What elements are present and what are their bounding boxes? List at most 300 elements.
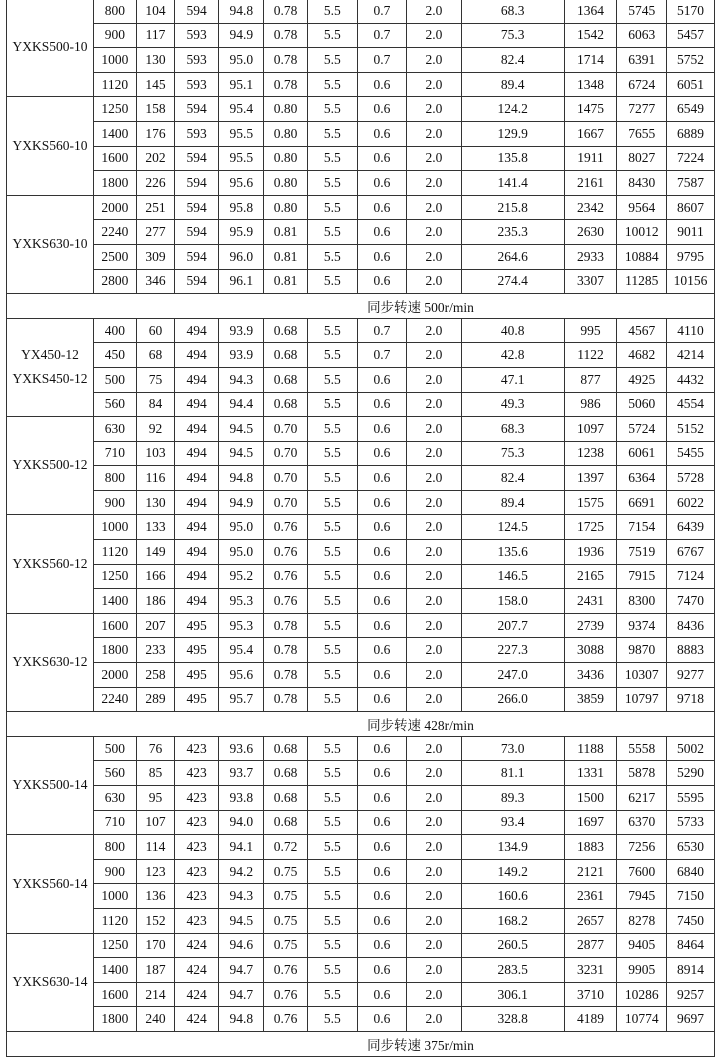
table-row xyxy=(7,490,715,515)
value-cell: 0.75 xyxy=(264,859,307,884)
value-cell: 9870 xyxy=(617,638,667,663)
value-cell: 900 xyxy=(94,859,137,884)
value-cell: 1364 xyxy=(564,0,617,23)
value-cell: 5745 xyxy=(617,0,667,23)
value-cell: 0.6 xyxy=(357,859,406,884)
value-cell: 2.0 xyxy=(407,564,462,589)
value-cell: 7915 xyxy=(617,564,667,589)
value-cell: 93.7 xyxy=(219,761,264,786)
model-cell xyxy=(7,736,94,834)
model-cell xyxy=(7,0,94,97)
value-cell: 0.6 xyxy=(357,638,406,663)
value-cell: 0.78 xyxy=(264,687,307,712)
value-cell: 94.0 xyxy=(219,810,264,835)
value-cell: 2657 xyxy=(564,908,617,933)
value-cell: 0.76 xyxy=(264,564,307,589)
value-cell: 289 xyxy=(136,687,174,712)
table-row xyxy=(7,613,715,638)
value-cell: 2.0 xyxy=(407,663,462,688)
value-cell: 1800 xyxy=(94,638,137,663)
value-cell: 0.6 xyxy=(357,589,406,614)
value-cell: 96.1 xyxy=(219,269,264,294)
value-cell: 73.0 xyxy=(461,736,564,761)
table-row xyxy=(7,835,715,860)
value-cell: 0.78 xyxy=(264,638,307,663)
value-cell: 6051 xyxy=(667,72,715,97)
value-cell: 5.5 xyxy=(307,613,357,638)
value-cell: 1600 xyxy=(94,982,137,1007)
value-cell: 2.0 xyxy=(407,343,462,368)
table-row xyxy=(7,121,715,146)
value-cell: 136 xyxy=(136,884,174,909)
value-cell: 1542 xyxy=(564,23,617,48)
speed-text: 同步转速 428r/min xyxy=(367,718,474,734)
value-cell: 68.3 xyxy=(461,0,564,23)
model-name: YXKS500-12 xyxy=(12,457,88,473)
value-cell: 2.0 xyxy=(407,687,462,712)
value-cell: 130 xyxy=(136,48,174,73)
value-cell: 0.6 xyxy=(357,515,406,540)
value-cell: 5.5 xyxy=(307,269,357,294)
value-cell: 10797 xyxy=(617,687,667,712)
value-cell: 7154 xyxy=(617,515,667,540)
table-row xyxy=(7,515,715,540)
value-cell: 0.78 xyxy=(264,48,307,73)
value-cell: 2.0 xyxy=(407,908,462,933)
value-cell: 89.4 xyxy=(461,490,564,515)
value-cell: 1475 xyxy=(564,97,617,122)
value-cell: 258 xyxy=(136,663,174,688)
value-cell: 594 xyxy=(175,220,219,245)
value-cell: 2.0 xyxy=(407,466,462,491)
table-row xyxy=(7,908,715,933)
value-cell: 494 xyxy=(175,318,219,343)
model-name: YXKS630-10 xyxy=(12,236,88,252)
model-cell xyxy=(7,97,94,195)
value-cell: 5.5 xyxy=(307,786,357,811)
synchronous-speed-label xyxy=(7,1031,715,1056)
value-cell: 5.5 xyxy=(307,195,357,220)
value-cell: 0.6 xyxy=(357,982,406,1007)
value-cell: 6364 xyxy=(617,466,667,491)
value-cell: 2.0 xyxy=(407,859,462,884)
value-cell: 5558 xyxy=(617,736,667,761)
table-row xyxy=(7,171,715,196)
value-cell: 4432 xyxy=(667,367,715,392)
value-cell: 0.75 xyxy=(264,933,307,958)
value-cell: 75 xyxy=(136,367,174,392)
value-cell: 226 xyxy=(136,171,174,196)
value-cell: 0.6 xyxy=(357,736,406,761)
value-cell: 8278 xyxy=(617,908,667,933)
value-cell: 2165 xyxy=(564,564,617,589)
value-cell: 995 xyxy=(564,318,617,343)
value-cell: 9564 xyxy=(617,195,667,220)
table-row xyxy=(7,859,715,884)
value-cell: 1400 xyxy=(94,121,137,146)
value-cell: 10156 xyxy=(667,269,715,294)
value-cell: 5.5 xyxy=(307,0,357,23)
value-cell: 81.1 xyxy=(461,761,564,786)
value-cell: 0.6 xyxy=(357,171,406,196)
value-cell: 630 xyxy=(94,417,137,442)
value-cell: 5.5 xyxy=(307,859,357,884)
value-cell: 0.76 xyxy=(264,515,307,540)
value-cell: 240 xyxy=(136,1007,174,1032)
value-cell: 1667 xyxy=(564,121,617,146)
value-cell: 1800 xyxy=(94,1007,137,1032)
value-cell: 5.5 xyxy=(307,761,357,786)
value-cell: 3436 xyxy=(564,663,617,688)
value-cell: 5.5 xyxy=(307,417,357,442)
value-cell: 1725 xyxy=(564,515,617,540)
value-cell: 1000 xyxy=(94,515,137,540)
value-cell: 3710 xyxy=(564,982,617,1007)
value-cell: 593 xyxy=(175,72,219,97)
value-cell: 5.5 xyxy=(307,638,357,663)
value-cell: 277 xyxy=(136,220,174,245)
value-cell: 95.0 xyxy=(219,540,264,565)
value-cell: 5.5 xyxy=(307,343,357,368)
value-cell: 95.4 xyxy=(219,638,264,663)
value-cell: 8027 xyxy=(617,146,667,171)
value-cell: 114 xyxy=(136,835,174,860)
value-cell: 5.5 xyxy=(307,441,357,466)
value-cell: 149 xyxy=(136,540,174,565)
value-cell: 5752 xyxy=(667,48,715,73)
value-cell: 0.7 xyxy=(357,48,406,73)
value-cell: 95.0 xyxy=(219,48,264,73)
value-cell: 2.0 xyxy=(407,146,462,171)
value-cell: 2000 xyxy=(94,663,137,688)
value-cell: 1000 xyxy=(94,884,137,909)
value-cell: 95.1 xyxy=(219,72,264,97)
value-cell: 494 xyxy=(175,367,219,392)
value-cell: 1397 xyxy=(564,466,617,491)
value-cell: 4189 xyxy=(564,1007,617,1032)
value-cell: 42.8 xyxy=(461,343,564,368)
value-cell: 2.0 xyxy=(407,613,462,638)
value-cell: 141.4 xyxy=(461,171,564,196)
value-cell: 5.5 xyxy=(307,958,357,983)
value-cell: 7470 xyxy=(667,589,715,614)
value-cell: 152 xyxy=(136,908,174,933)
value-cell: 2.0 xyxy=(407,958,462,983)
value-cell: 0.6 xyxy=(357,466,406,491)
value-cell: 986 xyxy=(564,392,617,417)
value-cell: 5.5 xyxy=(307,171,357,196)
value-cell: 0.6 xyxy=(357,490,406,515)
table-row xyxy=(7,244,715,269)
value-cell: 123 xyxy=(136,859,174,884)
value-cell: 0.80 xyxy=(264,171,307,196)
value-cell: 2.0 xyxy=(407,72,462,97)
value-cell: 60 xyxy=(136,318,174,343)
value-cell: 5.5 xyxy=(307,466,357,491)
value-cell: 424 xyxy=(175,1007,219,1032)
value-cell: 158.0 xyxy=(461,589,564,614)
value-cell: 1600 xyxy=(94,146,137,171)
value-cell: 0.68 xyxy=(264,367,307,392)
value-cell: 0.70 xyxy=(264,490,307,515)
value-cell: 0.70 xyxy=(264,417,307,442)
speed-text: 同步转速 375r/min xyxy=(367,1037,474,1053)
value-cell: 124.2 xyxy=(461,97,564,122)
value-cell: 6391 xyxy=(617,48,667,73)
value-cell: 95.8 xyxy=(219,195,264,220)
value-cell: 0.6 xyxy=(357,884,406,909)
value-cell: 5.5 xyxy=(307,908,357,933)
value-cell: 0.78 xyxy=(264,613,307,638)
value-cell: 1097 xyxy=(564,417,617,442)
value-cell: 1120 xyxy=(94,72,137,97)
table-row xyxy=(7,663,715,688)
value-cell: 0.68 xyxy=(264,318,307,343)
value-cell: 93.4 xyxy=(461,810,564,835)
value-cell: 6549 xyxy=(667,97,715,122)
value-cell: 6439 xyxy=(667,515,715,540)
model-name: YXKS500-10 xyxy=(12,39,88,55)
value-cell: 93.9 xyxy=(219,318,264,343)
value-cell: 82.4 xyxy=(461,466,564,491)
value-cell: 4214 xyxy=(667,343,715,368)
value-cell: 94.7 xyxy=(219,958,264,983)
value-cell: 0.6 xyxy=(357,72,406,97)
value-cell: 5455 xyxy=(667,441,715,466)
value-cell: 2.0 xyxy=(407,220,462,245)
table-row xyxy=(7,23,715,48)
value-cell: 2.0 xyxy=(407,48,462,73)
model-name: YXKS560-10 xyxy=(12,137,88,153)
value-cell: 76 xyxy=(136,736,174,761)
value-cell: 0.6 xyxy=(357,392,406,417)
value-cell: 0.72 xyxy=(264,835,307,860)
value-cell: 0.6 xyxy=(357,220,406,245)
value-cell: 3307 xyxy=(564,269,617,294)
value-cell: 5595 xyxy=(667,786,715,811)
value-cell: 8883 xyxy=(667,638,715,663)
table-row xyxy=(7,982,715,1007)
value-cell: 5.5 xyxy=(307,97,357,122)
value-cell: 135.6 xyxy=(461,540,564,565)
value-cell: 0.6 xyxy=(357,810,406,835)
value-cell: 9795 xyxy=(667,244,715,269)
value-cell: 94.8 xyxy=(219,0,264,23)
value-cell: 5060 xyxy=(617,392,667,417)
value-cell: 0.68 xyxy=(264,343,307,368)
value-cell: 593 xyxy=(175,48,219,73)
value-cell: 95.9 xyxy=(219,220,264,245)
table-row xyxy=(7,0,715,23)
model-name: YXKS560-12 xyxy=(12,555,88,571)
value-cell: 96.0 xyxy=(219,244,264,269)
value-cell: 75.3 xyxy=(461,441,564,466)
table-row xyxy=(7,417,715,442)
value-cell: 202 xyxy=(136,146,174,171)
value-cell: 7256 xyxy=(617,835,667,860)
value-cell: 2342 xyxy=(564,195,617,220)
table-row xyxy=(7,146,715,171)
model-cell xyxy=(7,417,94,515)
value-cell: 0.68 xyxy=(264,786,307,811)
value-cell: 0.6 xyxy=(357,195,406,220)
value-cell: 95.6 xyxy=(219,663,264,688)
value-cell: 2.0 xyxy=(407,244,462,269)
value-cell: 1400 xyxy=(94,958,137,983)
value-cell: 494 xyxy=(175,343,219,368)
value-cell: 1250 xyxy=(94,933,137,958)
value-cell: 5.5 xyxy=(307,244,357,269)
value-cell: 0.81 xyxy=(264,244,307,269)
value-cell: 0.68 xyxy=(264,736,307,761)
value-cell: 6063 xyxy=(617,23,667,48)
value-cell: 5.5 xyxy=(307,663,357,688)
table-row xyxy=(7,564,715,589)
value-cell: 5.5 xyxy=(307,835,357,860)
model-name: YXKS500-14 xyxy=(12,777,88,793)
value-cell: 2361 xyxy=(564,884,617,909)
speed-text: 同步转速 500r/min xyxy=(367,299,474,315)
value-cell: 0.70 xyxy=(264,441,307,466)
value-cell: 1120 xyxy=(94,908,137,933)
value-cell: 5.5 xyxy=(307,146,357,171)
table-row xyxy=(7,269,715,294)
value-cell: 2.0 xyxy=(407,97,462,122)
value-cell: 7587 xyxy=(667,171,715,196)
value-cell: 10286 xyxy=(617,982,667,1007)
value-cell: 166 xyxy=(136,564,174,589)
value-cell: 215.8 xyxy=(461,195,564,220)
value-cell: 800 xyxy=(94,0,137,23)
table-body xyxy=(7,0,715,1056)
value-cell: 2933 xyxy=(564,244,617,269)
value-cell: 424 xyxy=(175,958,219,983)
value-cell: 94.3 xyxy=(219,884,264,909)
value-cell: 0.6 xyxy=(357,367,406,392)
value-cell: 328.8 xyxy=(461,1007,564,1032)
value-cell: 9257 xyxy=(667,982,715,1007)
value-cell: 89.3 xyxy=(461,786,564,811)
value-cell: 6370 xyxy=(617,810,667,835)
value-cell: 5.5 xyxy=(307,810,357,835)
value-cell: 5152 xyxy=(667,417,715,442)
value-cell: 2.0 xyxy=(407,786,462,811)
value-cell: 1120 xyxy=(94,540,137,565)
value-cell: 2.0 xyxy=(407,417,462,442)
value-cell: 2.0 xyxy=(407,269,462,294)
value-cell: 4567 xyxy=(617,318,667,343)
value-cell: 1936 xyxy=(564,540,617,565)
value-cell: 309 xyxy=(136,244,174,269)
value-cell: 5.5 xyxy=(307,121,357,146)
value-cell: 94.8 xyxy=(219,1007,264,1032)
value-cell: 133 xyxy=(136,515,174,540)
value-cell: 8914 xyxy=(667,958,715,983)
table-row xyxy=(7,933,715,958)
value-cell: 6724 xyxy=(617,72,667,97)
value-cell: 2.0 xyxy=(407,195,462,220)
value-cell: 5733 xyxy=(667,810,715,835)
value-cell: 68.3 xyxy=(461,417,564,442)
value-cell: 7945 xyxy=(617,884,667,909)
value-cell: 1122 xyxy=(564,343,617,368)
value-cell: 0.75 xyxy=(264,884,307,909)
value-cell: 85 xyxy=(136,761,174,786)
table-row xyxy=(7,97,715,122)
value-cell: 116 xyxy=(136,466,174,491)
value-cell: 149.2 xyxy=(461,859,564,884)
value-cell: 3088 xyxy=(564,638,617,663)
value-cell: 7150 xyxy=(667,884,715,909)
value-cell: 10012 xyxy=(617,220,667,245)
value-cell: 9405 xyxy=(617,933,667,958)
value-cell: 0.76 xyxy=(264,982,307,1007)
value-cell: 94.5 xyxy=(219,908,264,933)
value-cell: 47.1 xyxy=(461,367,564,392)
value-cell: 8436 xyxy=(667,613,715,638)
value-cell: 129.9 xyxy=(461,121,564,146)
value-cell: 4925 xyxy=(617,367,667,392)
value-cell: 40.8 xyxy=(461,318,564,343)
model-cell xyxy=(7,835,94,933)
value-cell: 0.6 xyxy=(357,687,406,712)
value-cell: 2630 xyxy=(564,220,617,245)
value-cell: 94.3 xyxy=(219,367,264,392)
value-cell: 0.6 xyxy=(357,933,406,958)
value-cell: 0.76 xyxy=(264,589,307,614)
value-cell: 2240 xyxy=(94,687,137,712)
value-cell: 0.6 xyxy=(357,244,406,269)
value-cell: 95.4 xyxy=(219,97,264,122)
table-row xyxy=(7,687,715,712)
model-cell xyxy=(7,515,94,613)
value-cell: 10884 xyxy=(617,244,667,269)
value-cell: 0.7 xyxy=(357,0,406,23)
value-cell: 75.3 xyxy=(461,23,564,48)
value-cell: 247.0 xyxy=(461,663,564,688)
value-cell: 2.0 xyxy=(407,761,462,786)
value-cell: 160.6 xyxy=(461,884,564,909)
value-cell: 135.8 xyxy=(461,146,564,171)
value-cell: 5.5 xyxy=(307,687,357,712)
value-cell: 93.9 xyxy=(219,343,264,368)
model-name: YXKS560-14 xyxy=(12,875,88,891)
motor-spec-table xyxy=(6,0,715,1057)
value-cell: 2877 xyxy=(564,933,617,958)
value-cell: 0.76 xyxy=(264,540,307,565)
value-cell: 400 xyxy=(94,318,137,343)
value-cell: 9011 xyxy=(667,220,715,245)
value-cell: 1883 xyxy=(564,835,617,860)
value-cell: 93.8 xyxy=(219,786,264,811)
value-cell: 1800 xyxy=(94,171,137,196)
value-cell: 594 xyxy=(175,146,219,171)
table-row xyxy=(7,589,715,614)
value-cell: 7277 xyxy=(617,97,667,122)
value-cell: 0.80 xyxy=(264,146,307,171)
value-cell: 2.0 xyxy=(407,441,462,466)
value-cell: 0.78 xyxy=(264,72,307,97)
value-cell: 6840 xyxy=(667,859,715,884)
value-cell: 494 xyxy=(175,392,219,417)
value-cell: 1238 xyxy=(564,441,617,466)
value-cell: 494 xyxy=(175,417,219,442)
value-cell: 130 xyxy=(136,490,174,515)
value-cell: 7124 xyxy=(667,564,715,589)
value-cell: 5.5 xyxy=(307,23,357,48)
value-cell: 495 xyxy=(175,613,219,638)
value-cell: 95.7 xyxy=(219,687,264,712)
